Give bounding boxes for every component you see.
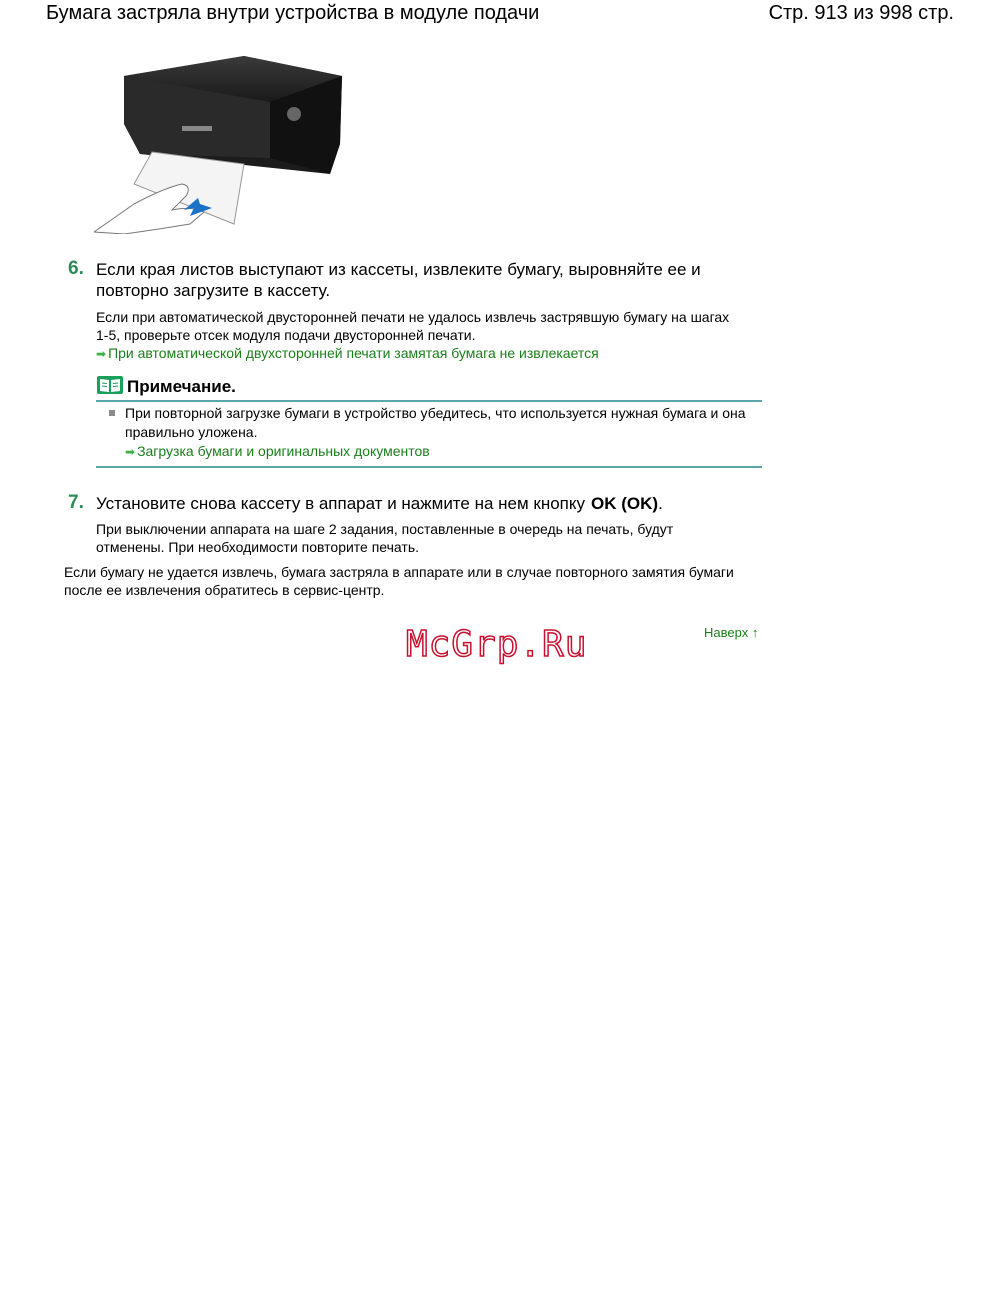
ok-key-label: OK (OK) [591,494,659,513]
note-title: Примечание. [127,377,236,396]
step-6-number: 6. [68,258,84,279]
step-6-text: Если края листов выступают из кассеты, извлеките бумагу, выровняйте ее и повторно загрузите в кассету. [96,260,701,300]
back-to-top [704,625,758,640]
arrow-right-icon: ➡ [96,347,107,361]
note-box [96,374,762,468]
step-7-body: При выключении аппарата на шаге 2 задания, поставленные в очередь на печать, будут отменены. При необходимости повторите печать. [96,521,674,555]
step-6-link-row [96,344,736,363]
page-title: Бумага застряла внутри устройства в модуле подачи [46,2,540,24]
duplex-jam-link[interactable]: При автоматической двухсторонней печати замятая бумага не извлекается [108,345,599,361]
loading-paper-link[interactable]: Загрузка бумаги и оригинальных документов [137,443,430,459]
watermark: McGrp.Ru [406,624,588,665]
service-center-note: Если бумагу не удается извлечь, бумага застряла в аппарате или в случае повторного замятия бумаги после ее извлечения обратитесь в сервис-центр. [64,564,734,598]
printer-paper-removal-illustration [94,48,356,234]
step-7-instruction: Установите снова кассету в аппарат и нажмите на нем кнопку [96,494,586,513]
arrow-up-icon[interactable]: ↑ [751,625,759,640]
page-number: Стр. 913 из 998 стр. [768,2,954,24]
bullet-icon [109,410,115,416]
arrow-right-icon: ➡ [125,445,136,459]
note-body: При повторной загрузке бумаги в устройство убедитесь, что используется нужная бумага и она правильно уложена. [125,405,746,440]
step-7-number: 7. [68,492,84,513]
step-7-text [96,493,776,514]
step-7-period: . [658,494,663,513]
step-6-body: Если при автоматической двусторонней печати не удалось извлечь застрявшую бумагу на шагах 1-5, проверьте отсек модуля подачи двусторонней печати. [96,309,730,343]
back-to-top-link[interactable]: Наверх [704,625,749,640]
note-header [96,374,762,402]
note-text [125,404,755,462]
book-icon [96,374,124,396]
